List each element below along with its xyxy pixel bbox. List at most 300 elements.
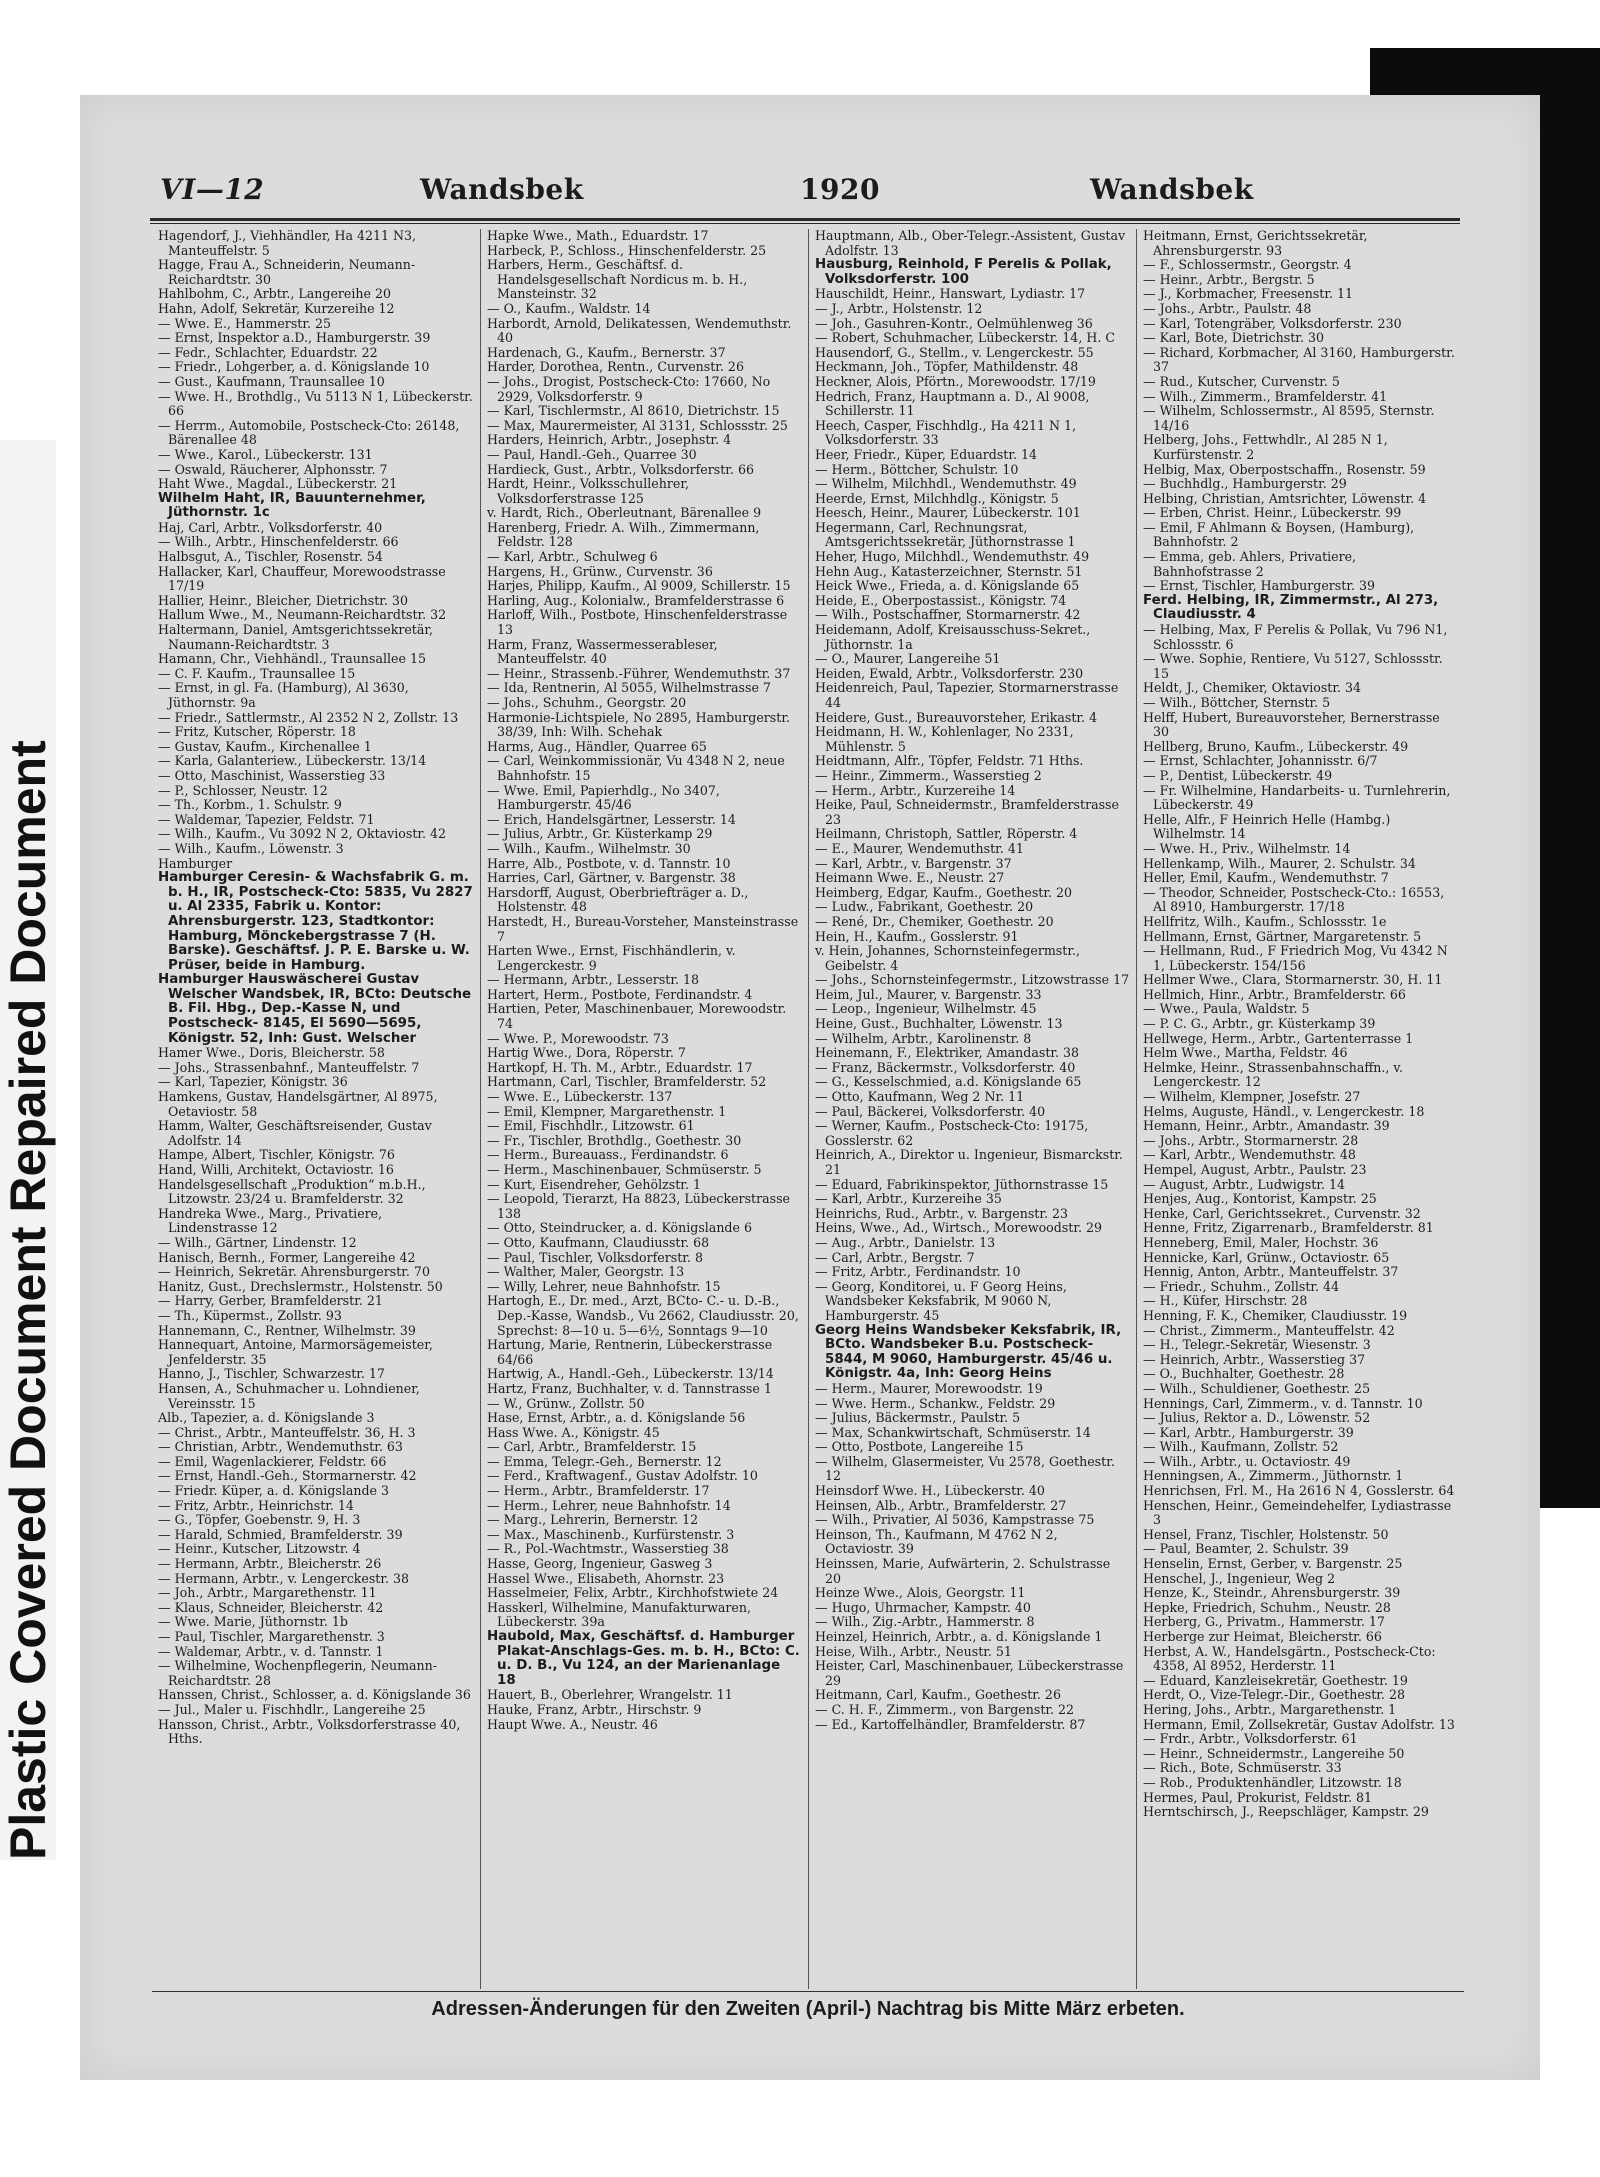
directory-entry: — Georg, Konditorei, u. F Georg Heins, Wandsbeker Keksfabrik, M 9060 N, Hamburgerstr. 45 — [815, 1278, 1067, 1323]
directory-entry: — Frdr., Arbtr., Volksdorferstr. 61 — [1143, 1731, 1358, 1747]
header-rule — [150, 218, 1460, 221]
directory-entry: — Ferd., Kraftwagenf., Gustav Adolfstr. 10 — [487, 1468, 758, 1484]
directory-entry: — Otto, Postbote, Langereihe 15 — [815, 1439, 1024, 1455]
directory-entry: Heick Wwe., Frieda, a. d. Königslande 65 — [815, 578, 1080, 594]
directory-entry: Hauert, B., Oberlehrer, Wrangelstr. 11 — [487, 1687, 733, 1703]
directory-entry: Harder, Dorothea, Rentn., Curvenstr. 26 — [487, 359, 744, 375]
directory-entry: Heckmann, Joh., Töpfer, Mathildenstr. 48 — [815, 359, 1079, 375]
directory-columns — [152, 229, 1464, 1989]
directory-entry: Hand, Willi, Architekt, Octaviostr. 16 — [158, 1162, 394, 1177]
directory-entry: Henschel, J., Ingenieur, Weg 2 — [1143, 1570, 1336, 1586]
directory-entry: — Th., Küpermst., Zollstr. 93 — [158, 1307, 342, 1323]
directory-entry: Helbig, Max, Oberpostschaffn., Rosenstr. 59 — [1143, 461, 1426, 477]
directory-entry: Hassel Wwe., Elisabeth, Ahornstr. 23 — [487, 1570, 725, 1586]
directory-entry: Hennings, Carl, Zimmerm., v. d. Tannstr. 10 — [1143, 1395, 1423, 1411]
directory-entry: — Friedr., Lohgerber, a. d. Königslande 10 — [158, 359, 430, 375]
directory-entry: — Christ., Zimmerm., Manteuffelstr. 42 — [1143, 1322, 1395, 1338]
directory-entry: — Heinrich, Sekretär. Ahrensburgerstr. 70 — [158, 1264, 430, 1280]
directory-entry: Hellwege, Herm., Arbtr., Gartenterrasse 1 — [1143, 1030, 1414, 1046]
directory-entry: — Herm., Arbtr., Kurzereihe 14 — [815, 782, 1016, 798]
column-1 — [152, 229, 480, 1989]
directory-entry: Halbsgut, A., Tischler, Rosenstr. 54 — [158, 549, 383, 565]
directory-entry: Hensel, Franz, Tischler, Holstenstr. 50 — [1143, 1526, 1389, 1542]
directory-entry: Heller, Emil, Kaufm., Wendemuthstr. 7 — [1143, 870, 1389, 886]
directory-entry: Hartz, Franz, Buchhalter, v. d. Tannstrasse 1 — [487, 1380, 772, 1396]
column-2 — [480, 229, 808, 1989]
directory-entry: — Otto, Steindrucker, a. d. Königslande 6 — [487, 1220, 752, 1236]
directory-entry: — Wwe. E., Lübeckerstr. 137 — [487, 1089, 673, 1105]
directory-entry: — Herm., Maurer, Morewoodstr. 19 — [815, 1380, 1043, 1396]
directory-entry: Harenberg, Friedr. A. Wilh., Zimmermann, Feldstr. 128 — [487, 519, 760, 550]
directory-entry: — Herrm., Automobile, Postscheck-Cto: 26148, Bärenallee 48 — [158, 417, 460, 448]
directory-entry: Hedrich, Franz, Hauptmann a. D., Al 9008, Schillerstr. 11 — [815, 388, 1090, 419]
directory-entry: — Oswald, Räucherer, Alphonsstr. 7 — [158, 461, 388, 477]
directory-entry: Heitmann, Carl, Kaufm., Goethestr. 26 — [815, 1687, 1061, 1703]
directory-entry: — Wilh., Kaufm., Vu 3092 N 2, Oktaviostr. 42 — [158, 826, 447, 842]
directory-entry: — Harald, Schmied, Bramfelderstr. 39 — [158, 1526, 403, 1542]
directory-entry: — Otto, Kaufmann, Weg 2 Nr. 11 — [815, 1089, 1025, 1105]
directory-entry: Haht Wwe., Magdal., Lübeckerstr. 21 — [158, 476, 398, 492]
directory-entry: Heidmann, H. W., Kohlenlager, No 2331, Mühlenstr. 5 — [815, 724, 1074, 754]
directory-entry: — Wwe. E., Hammerstr. 25 — [158, 315, 332, 331]
directory-entry: — Robert, Schuhmacher, Lübeckerstr. 14, H. C — [815, 330, 1115, 346]
directory-entry: — Wilh., Kaufm., Wilhelmstr. 30 — [487, 840, 691, 856]
directory-entry: — Emil, Wagenlackierer, Feldstr. 66 — [158, 1453, 387, 1469]
directory-entry: — Julius, Rektor a. D., Löwenstr. 52 — [1143, 1410, 1371, 1426]
directory-entry: Georg Heins Wandsbeker Keksfabrik, IR, BCto. Wandsbeker B.u. Postscheck- 5844, M 9060, Hamburgerstr. 45/46 u. Königstr. 4a, Inh: Georg Heins — [815, 1322, 1122, 1382]
directory-entry: Herberg, G., Privatm., Hammerstr. 17 — [1143, 1614, 1385, 1630]
directory-entry: — Wwe. H., Brothdlg., Vu 5113 N 1, Lübeckerstr. 66 — [158, 388, 473, 419]
directory-entry: Heinson, Th., Kaufmann, M 4762 N 2, Octaviostr. 39 — [815, 1526, 1058, 1557]
directory-entry: v. Hardt, Rich., Oberleutnant, Bärenallee 9 — [487, 505, 762, 521]
directory-entry: — Walther, Maler, Georgstr. 13 — [487, 1264, 685, 1280]
directory-entry: — Fr., Tischler, Brothdlg., Goethestr. 30 — [487, 1132, 742, 1148]
directory-entry: — Wilh., Schuldiener, Goethestr. 25 — [1143, 1380, 1371, 1396]
directory-entry: — Hermann, Arbtr., Lesserstr. 18 — [487, 972, 700, 988]
directory-entry: Hagge, Frau A., Schneiderin, Neumann-Reichardtstr. 30 — [158, 257, 416, 287]
directory-entry: Hardt, Heinr., Volksschullehrer, Volksdorferstrasse 125 — [487, 476, 689, 506]
directory-entry: Hallum Wwe., M., Neumann-Reichardtstr. 32 — [158, 607, 447, 623]
directory-entry: — Herm., Maschinenbauer, Schmüserstr. 5 — [487, 1162, 762, 1177]
directory-entry: Hargens, H., Grünw., Curvenstr. 36 — [487, 563, 713, 579]
directory-entry: Harling, Aug., Kolonialw., Bramfelderstrasse 6 — [487, 592, 785, 608]
directory-entry: — Ernst, Schlachter, Johannisstr. 6/7 — [1143, 753, 1378, 769]
directory-entry: Heimberg, Edgar, Kaufm., Goethestr. 20 — [815, 884, 1073, 900]
directory-entry: Heitmann, Ernst, Gerichtssekretär, Ahrensburgerstr. 93 — [1143, 229, 1368, 258]
directory-entry: Hamburger Hauswäscherei Gustav Welscher Wandsbek, IR, BCto: Deutsche B. Fil. Hbg., Dep.-Kasse N, und Postscheck- 8145, El 5690—5695, Königstr. 52, Inh: Gust. Welscher — [158, 972, 472, 1046]
directory-entry: Hauke, Franz, Arbtr., Hirschstr. 9 — [487, 1701, 702, 1717]
directory-entry: — Fritz, Arbtr., Ferdinandstr. 10 — [815, 1264, 1021, 1280]
directory-entry: Handelsgesellschaft „Produktion“ m.b.H., Litzowstr. 23/24 u. Bramfelderstr. 32 — [158, 1176, 426, 1207]
directory-entry: Hamburger — [158, 855, 233, 871]
directory-entry: — Hermann, Arbtr., Bleicherstr. 26 — [158, 1556, 382, 1572]
directory-entry: Hanitz, Gust., Drechslermstr., Holstenstr. 50 — [158, 1278, 443, 1294]
directory-entry: Hellenkamp, Wilh., Maurer, 2. Schulstr. 34 — [1143, 855, 1416, 871]
directory-entry: — Joh., Arbtr., Margarethenstr. 11 — [158, 1585, 377, 1601]
directory-entry: Harloff, Wilh., Postbote, Hinschenfelderstrasse 13 — [487, 607, 788, 638]
directory-entry: — Karl, Arbtr., Kurzereihe 35 — [815, 1191, 1002, 1207]
directory-entry: — Herm., Bureauass., Ferdinandstr. 6 — [487, 1147, 729, 1163]
directory-entry: — Th., Korbm., 1. Schulstr. 9 — [158, 797, 342, 813]
directory-entry: Hahn, Adolf, Sekretär, Kurzereihe 12 — [158, 300, 395, 316]
directory-entry: — Wilh., Kaufmann, Zollstr. 52 — [1143, 1439, 1339, 1455]
directory-entry: Heinzel, Heinrich, Arbtr., a. d. Königslande 1 — [815, 1629, 1103, 1644]
directory-entry: v. Hein, Johannes, Schornsteinfegermstr., Geibelstr. 4 — [815, 943, 1080, 973]
directory-entry: Hellberg, Bruno, Kaufm., Lübeckerstr. 49 — [1143, 738, 1409, 754]
directory-entry: Heech, Casper, Fischhdlg., Ha 4211 N 1, Volksdorferstr. 33 — [815, 417, 1077, 448]
directory-entry: — Ernst, Inspektor a.D., Hamburgerstr. 39 — [158, 330, 431, 346]
directory-entry: — Johs., Strassenbahnf., Manteuffelstr. 7 — [158, 1059, 420, 1075]
directory-entry: Heesch, Heinr., Maurer, Lübeckerstr. 101 — [815, 505, 1081, 521]
directory-entry: — Heinr., Kutscher, Litzowstr. 4 — [158, 1541, 361, 1557]
directory-entry: — Richard, Korbmacher, Al 3160, Hamburgerstr. 37 — [1143, 344, 1455, 375]
directory-entry: — Wilh., Postschaffner, Stormarnerstr. 42 — [815, 607, 1081, 623]
directory-entry: — Franz, Bäckermstr., Volksdorferstr. 40 — [815, 1059, 1076, 1075]
directory-entry: — Jul., Maler u. Fischhdlr., Langereihe 25 — [158, 1701, 426, 1717]
directory-entry: Henneberg, Emil, Maler, Hochstr. 36 — [1143, 1234, 1379, 1250]
directory-entry: — Carl, Weinkommissionär, Vu 4348 N 2, neue Bahnhofstr. 15 — [487, 753, 785, 783]
directory-entry: Hapke Wwe., Math., Eduardstr. 17 — [487, 229, 709, 243]
directory-entry: Hartmann, Carl, Tischler, Bramfelderstr. 52 — [487, 1074, 767, 1090]
directory-entry: — Rob., Produktenhändler, Litzowstr. 18 — [1143, 1774, 1402, 1790]
directory-entry: Haltermann, Daniel, Amtsgerichtssekretär, Naumann-Reichardtstr. 3 — [158, 622, 434, 652]
directory-entry: — Emma, Telegr.-Geh., Bernerstr. 12 — [487, 1453, 722, 1469]
directory-entry: — E., Maurer, Wendemuthstr. 41 — [815, 840, 1024, 856]
directory-entry: Hartig Wwe., Dora, Röperstr. 7 — [487, 1045, 686, 1061]
directory-entry: Ferd. Helbing, IR, Zimmermstr., Al 273, Claudiusstr. 4 — [1143, 592, 1439, 623]
directory-entry: Hallacker, Karl, Chauffeur, Morewoodstrasse 17/19 — [158, 563, 446, 594]
directory-entry: Hamburger Ceresin- & Wachsfabrik G. m. b. H., IR, Postscheck-Cto: 5835, Vu 2827 u. Al 2335, Fabrik u. Kontor: Ahrensburgerstr. 123, Stadtkontor: Hamburg, Mönckebergstrasse 7 (H. Barske). Geschäftsf. J. P. E. Barske u. W. Prüser, beide in Hamburg. — [158, 870, 473, 973]
directory-entry: Hagendorf, J., Viehhändler, Ha 4211 N3, Manteuffelstr. 5 — [158, 229, 417, 258]
directory-entry: — J., Korbmacher, Freesenstr. 11 — [1143, 286, 1354, 302]
directory-entry: Herdt, O., Vize-Telegr.-Dir., Goethestr. 28 — [1143, 1687, 1405, 1703]
directory-entry: Hamm, Walter, Geschäftsreisender, Gustav Adolfstr. 14 — [158, 1118, 432, 1148]
column-3 — [808, 229, 1136, 1989]
directory-entry: — Johs., Arbtr., Stormarnerstr. 28 — [1143, 1132, 1359, 1148]
directory-entry: Heilmann, Christoph, Sattler, Röperstr. 4 — [815, 826, 1078, 842]
header-rule-thin — [150, 223, 1460, 224]
directory-entry: Heinze Wwe., Alois, Georgstr. 11 — [815, 1585, 1026, 1601]
directory-entry: — Friedr. Küper, a. d. Königslande 3 — [158, 1483, 390, 1499]
directory-entry: Henningsen, A., Zimmerm., Jüthornstr. 1 — [1143, 1468, 1404, 1484]
directory-entry: Hanisch, Bernh., Former, Langereihe 42 — [158, 1249, 416, 1265]
directory-entry: — Wwe. H., Priv., Wilhelmstr. 14 — [1143, 840, 1351, 856]
directory-entry: — Julius, Arbtr., Gr. Küsterkamp 29 — [487, 826, 713, 842]
directory-entry: Hanssen, Christ., Schlosser, a. d. Königslande 36 — [158, 1687, 471, 1703]
directory-entry: Hase, Ernst, Arbtr., a. d. Königslande 56 — [487, 1410, 746, 1426]
directory-entry: — W., Grünw., Zollstr. 50 — [487, 1395, 645, 1411]
directory-entry: Heiden, Ewald, Arbtr., Volksdorferstr. 230 — [815, 665, 1084, 681]
directory-entry: Harmonie-Lichtspiele, No 2895, Hamburgerstr. 38/39, Inh: Wilh. Schehak — [487, 709, 790, 740]
directory-entry: — Karl, Arbtr., Wendemuthstr. 48 — [1143, 1147, 1356, 1163]
directory-entry: — Paul, Beamter, 2. Schulstr. 39 — [1143, 1541, 1349, 1557]
directory-entry: Heckner, Alois, Pförtn., Morewoodstr. 17/19 — [815, 373, 1096, 389]
directory-entry: — P., Dentist, Lübeckerstr. 49 — [1143, 767, 1333, 783]
directory-entry: — Wwe. Marie, Jüthornstr. 1b — [158, 1614, 348, 1630]
directory-entry: — Marg., Lehrerin, Bernerstr. 12 — [487, 1512, 699, 1528]
directory-entry: — H., Küfer, Hirschstr. 28 — [1143, 1293, 1308, 1309]
directory-entry: Heidenreich, Paul, Tapezier, Stormarnerstrasse 44 — [815, 680, 1119, 710]
directory-entry: Hasselmeier, Felix, Arbtr., Kirchhofstwiete 24 — [487, 1585, 779, 1601]
directory-entry: Hempel, August, Arbtr., Paulstr. 23 — [1143, 1162, 1367, 1177]
directory-entry: — Ernst, Handl.-Geh., Stormarnerstr. 42 — [158, 1468, 417, 1484]
directory-entry: — Rud., Kutscher, Curvenstr. 5 — [1143, 373, 1340, 389]
directory-entry: — Wilhelm, Schlossermstr., Al 8595, Sternstr. 14/16 — [1143, 403, 1435, 433]
directory-entry: — Wwe. Emil, Papierhdlg., No 3407, Hamburgerstr. 45/46 — [487, 782, 720, 813]
directory-entry: Henjes, Aug., Kontorist, Kampstr. 25 — [1143, 1191, 1377, 1207]
footer-notice: Adressen-Änderungen für den Zweiten (April-) Nachtrag bis Mitte März erbeten. — [431, 1998, 1185, 2020]
directory-entry: — Fedr., Schlachter, Eduardstr. 22 — [158, 344, 378, 360]
directory-entry: Hartien, Peter, Maschinenbauer, Morewoodstr. 74 — [487, 1001, 787, 1032]
directory-entry: — Emil, Fischhdlr., Litzowstr. 61 — [487, 1118, 695, 1134]
directory-entry: Hardenach, G., Kaufm., Bernerstr. 37 — [487, 344, 726, 360]
directory-entry: Heise, Wilh., Arbtr., Neustr. 51 — [815, 1643, 1012, 1659]
directory-entry: Hellmich, Hinr., Arbtr., Bramfelderstr. 66 — [1143, 986, 1406, 1002]
directory-entry: Hallier, Heinr., Bleicher, Dietrichstr. 30 — [158, 592, 408, 608]
directory-entry: — Karla, Galanteriew., Lübeckerstr. 13/14 — [158, 753, 427, 769]
directory-entry: — Werner, Kaufm., Postscheck-Cto: 19175, Gosslerstr. 62 — [815, 1118, 1089, 1148]
directory-entry: — Joh., Gasuhren-Kontr., Oelmühlenweg 36 — [815, 315, 1093, 331]
directory-entry: — O., Maurer, Langereihe 51 — [815, 651, 1001, 667]
directory-entry: Helmke, Heinr., Strassenbahnschaffn., v. Lengerckestr. 12 — [1143, 1059, 1404, 1090]
directory-entry: — Carl, Arbtr., Bergstr. 7 — [815, 1249, 975, 1265]
directory-entry: — Wwe. P., Morewoodstr. 73 — [487, 1030, 669, 1046]
directory-entry: — Johs., Schornsteinfegermstr., Litzowstrasse 17 — [815, 972, 1130, 988]
directory-entry: — C. H. F., Zimmerm., von Bargenstr. 22 — [815, 1701, 1075, 1717]
directory-entry: — Willy, Lehrer, neue Bahnhofstr. 15 — [487, 1278, 721, 1294]
directory-entry: Hass Wwe. A., Königstr. 45 — [487, 1424, 660, 1440]
directory-entry: — Wwe. Herm., Schankw., Feldstr. 29 — [815, 1395, 1056, 1411]
directory-entry: — Karl, Arbtr., Hamburgerstr. 39 — [1143, 1424, 1354, 1440]
directory-entry: Heimann Wwe. E., Neustr. 27 — [815, 870, 1005, 886]
directory-entry: — Karl, Arbtr., Schulweg 6 — [487, 549, 658, 565]
directory-entry: Hartert, Herm., Postbote, Ferdinandstr. 4 — [487, 986, 753, 1002]
directory-entry: — Otto, Maschinist, Wasserstieg 33 — [158, 767, 386, 783]
directory-entry: Hartogh, E., Dr. med., Arzt, BCto- C.- u. D.-B., Dep.-Kasse, Wandsb., Vu 2662, Claudiusstr. 20, Sprechst: 8—10 u. 5—6½, Sonntags 9—10 — [487, 1293, 799, 1338]
directory-entry: Hein, H., Kaufm., Gosslerstr. 91 — [815, 928, 1019, 944]
directory-entry: Hausendorf, G., Stellm., v. Lengerckestr. 55 — [815, 344, 1094, 360]
directory-entry: Heidtmann, Alfr., Töpfer, Feldstr. 71 Hths. — [815, 753, 1084, 769]
directory-entry: — R., Pol.-Wachtmstr., Wasserstieg 38 — [487, 1541, 729, 1557]
directory-entry: Harsdorff, August, Oberbriefträger a. D., Holstenstr. 48 — [487, 884, 749, 915]
directory-entry: Herberge zur Heimat, Bleicherstr. 66 — [1143, 1629, 1382, 1644]
directory-entry: — F., Schlossermstr., Georgstr. 4 — [1143, 257, 1352, 273]
directory-entry: — Ludw., Fabrikant, Goethestr. 20 — [815, 899, 1034, 915]
directory-entry: Heidere, Gust., Bureauvorsteher, Erikastr. 4 — [815, 709, 1098, 725]
directory-entry: — Paul, Handl.-Geh., Quarree 30 — [487, 446, 697, 462]
directory-entry: Harjes, Philipp, Kaufm., Al 9009, Schillerstr. 15 — [487, 578, 791, 594]
directory-entry: Hanno, J., Tischler, Schwarzestr. 17 — [158, 1366, 385, 1382]
directory-entry: Harders, Heinrich, Arbtr., Josephstr. 4 — [487, 432, 732, 448]
directory-entry: Harms, Aug., Händler, Quarree 65 — [487, 738, 707, 754]
directory-entry: Hellfritz, Wilh., Kaufm., Schlossstr. 1e — [1143, 913, 1387, 929]
directory-entry: Heine, Gust., Buchhalter, Löwenstr. 13 — [815, 1016, 1063, 1032]
directory-entry: — P. C. G., Arbtr., gr. Küsterkamp 39 — [1143, 1016, 1376, 1032]
directory-entry: — Fr. Wilhelmine, Handarbeits- u. Turnlehrerin, Lübeckerstr. 49 — [1143, 782, 1451, 813]
directory-entry: Heide, E., Oberpostassist., Königstr. 74 — [815, 592, 1067, 608]
directory-entry: — O., Kaufm., Waldstr. 14 — [487, 300, 651, 316]
directory-entry: — Karl, Tischlermstr., Al 8610, Dietrichstr. 15 — [487, 403, 780, 419]
cover-label: Plastic Covered Document Repaired Document — [0, 740, 56, 1860]
directory-entry: — O., Buchhalter, Goethestr. 28 — [1143, 1366, 1345, 1382]
directory-entry: Helms, Auguste, Händl., v. Lengerckestr. 18 — [1143, 1103, 1425, 1119]
directory-entry: Heinrichs, Rud., Arbtr., v. Bargenstr. 23 — [815, 1205, 1069, 1221]
directory-entry: — Max, Maurermeister, Al 3131, Schlossstr. 25 — [487, 417, 788, 433]
page-year: 1920 — [800, 173, 880, 206]
directory-entry: — H., Telegr.-Sekretär, Wiesenstr. 3 — [1143, 1337, 1371, 1353]
directory-entry: — Karl, Bote, Dietrichstr. 30 — [1143, 330, 1324, 346]
directory-entry: Hampe, Albert, Tischler, Königstr. 76 — [158, 1147, 395, 1163]
directory-entry: Harstedt, H., Bureau-Vorsteher, Mansteinstrasse 7 — [487, 913, 799, 944]
page-header — [160, 173, 1460, 213]
directory-entry: — Wilhelmine, Wochenpflegerin, Neumann-Reichardtstr. 28 — [158, 1658, 438, 1688]
directory-entry: Hauschildt, Heinr., Hanswart, Lydiastr. 17 — [815, 286, 1086, 302]
directory-entry: — Heinr., Strassenb.-Führer, Wendemuthstr. 37 — [487, 665, 791, 681]
directory-entry: — Klaus, Schneider, Bleicherstr. 42 — [158, 1599, 384, 1615]
directory-entry: Hausburg, Reinhold, F Perelis & Pollak, Volksdorferstr. 100 — [815, 257, 1112, 287]
directory-entry: — Wilh., Zimmerm., Bramfelderstr. 41 — [1143, 388, 1388, 404]
directory-entry: — Eduard, Fabrikinspektor, Jüthornstrasse 15 — [815, 1176, 1109, 1192]
directory-entry: — P., Schlosser, Neustr. 12 — [158, 782, 328, 798]
directory-entry: Hartkopf, H. Th. M., Arbtr., Eduardstr. 17 — [487, 1059, 753, 1075]
directory-entry: — Leop., Ingenieur, Wilhelmstr. 45 — [815, 1001, 1037, 1017]
directory-entry: Heins, Wwe., Ad., Wirtsch., Morewoodstr. 29 — [815, 1220, 1103, 1236]
directory-entry: Haupt Wwe. A., Neustr. 46 — [487, 1716, 658, 1732]
directory-entry: Henselin, Ernst, Gerber, v. Bargenstr. 25 — [1143, 1556, 1403, 1572]
directory-entry: — Helbing, Max, F Perelis & Pollak, Vu 796 N1, Schlossstr. 6 — [1143, 622, 1448, 652]
directory-entry: — Wilh., Arbtr., u. Octaviostr. 49 — [1143, 1453, 1351, 1469]
directory-entry: — Kurt, Eisendreher, Gehölzstr. 1 — [487, 1176, 701, 1192]
directory-entry: Hennicke, Karl, Grünw., Octaviostr. 65 — [1143, 1249, 1390, 1265]
directory-entry: — Emil, F Ahlmann & Boysen, (Hamburg), Bahnhofstr. 2 — [1143, 519, 1415, 550]
left-running-title: Wandsbek — [420, 173, 584, 206]
directory-entry: — Heinr., Zimmerm., Wasserstieg 2 — [815, 767, 1042, 783]
directory-entry: Heinssen, Marie, Aufwärterin, 2. Schulstrasse 20 — [815, 1556, 1111, 1586]
directory-entry: Heinemann, F., Elektriker, Amandastr. 38 — [815, 1045, 1080, 1061]
directory-entry: Hartwig, A., Handl.-Geh., Lübeckerstr. 13/14 — [487, 1366, 774, 1382]
directory-entry: Harbordt, Arnold, Delikatessen, Wendemuthstr. 40 — [487, 315, 792, 346]
directory-entry: — Erben, Christ. Heinr., Lübeckerstr. 99 — [1143, 505, 1402, 521]
directory-entry: — Paul, Tischler, Volksdorferstr. 8 — [487, 1249, 703, 1265]
directory-entry: — G., Kesselschmied, a.d. Königslande 65 — [815, 1074, 1082, 1090]
directory-entry: Heim, Jul., Maurer, v. Bargenstr. 33 — [815, 986, 1042, 1002]
directory-entry: Helff, Hubert, Bureauvorsteher, Bernerstrasse 30 — [1143, 709, 1440, 740]
directory-entry: Harries, Carl, Gärtner, v. Bargenstr. 38 — [487, 870, 736, 886]
directory-entry: — Herm., Böttcher, Schulstr. 10 — [815, 461, 1019, 477]
directory-entry: Harbers, Herm., Geschäftsf. d. Handelsgesellschaft Nordicus m. b. H., Mansteinstr. 32 — [487, 257, 748, 302]
directory-entry: Hahlbohm, C., Arbtr., Langereihe 20 — [158, 286, 392, 302]
directory-entry: — Wwe. Sophie, Rentiere, Vu 5127, Schlossstr. 15 — [1143, 651, 1443, 681]
footer-rule — [152, 1991, 1464, 1992]
directory-entry: Haubold, Max, Geschäftsf. d. Hamburger Plakat-Anschlags-Ges. m. b. H., BCto: C. u. D. B., Vu 124, an der Marienanlage 18 — [487, 1629, 800, 1688]
directory-entry: — Friedr., Schuhm., Zollstr. 44 — [1143, 1278, 1340, 1294]
directory-entry: — Wilh., Zig.-Arbtr., Hammerstr. 8 — [815, 1614, 1035, 1630]
directory-entry: — Karl, Tapezier, Königstr. 36 — [158, 1074, 348, 1090]
directory-entry: Henschen, Heinr., Gemeindehelfer, Lydiastrasse 3 — [1143, 1497, 1452, 1528]
directory-entry: — Heinr., Schneidermstr., Langereihe 50 — [1143, 1745, 1405, 1761]
directory-entry: Heidemann, Adolf, Kreisausschuss-Sekret., Jüthornstr. 1a — [815, 622, 1091, 652]
directory-entry: Alb., Tapezier, a. d. Königslande 3 — [158, 1410, 375, 1426]
directory-entry: Harten Wwe., Ernst, Fischhändlerin, v. Lengerckestr. 9 — [487, 943, 736, 973]
directory-entry: — Wilhelm, Glasermeister, Vu 2578, Goethestr. 12 — [815, 1453, 1115, 1484]
directory-entry: — Wilh., Böttcher, Sternstr. 5 — [1143, 695, 1331, 710]
directory-entry: — Buchhdlg., Hamburgerstr. 29 — [1143, 476, 1347, 492]
directory-entry: — J., Arbtr., Holstenstr. 12 — [815, 300, 983, 316]
directory-entry: Heinsen, Alb., Arbtr., Bramfelderstr. 27 — [815, 1497, 1067, 1513]
directory-entry: — Gustav, Kaufm., Kirchenallee 1 — [158, 738, 372, 754]
directory-entry: — Max., Maschinenb., Kurfürstenstr. 3 — [487, 1526, 735, 1542]
directory-entry: Helm Wwe., Martha, Feldstr. 46 — [1143, 1045, 1348, 1061]
directory-entry: — August, Arbtr., Ludwigstr. 14 — [1143, 1176, 1345, 1192]
directory-entry: Helberg, Johs., Fettwhdlr., Al 285 N 1, Kurfürstenstr. 2 — [1143, 432, 1388, 462]
directory-entry: Hellmer Wwe., Clara, Stormarnerstr. 30, H. 11 — [1143, 972, 1443, 988]
directory-entry: Hamann, Chr., Viehhändl., Traunsallee 15 — [158, 651, 426, 667]
directory-entry: — Theodor, Schneider, Postscheck-Cto.: 16553, Al 8910, Hamburgerstr. 17/18 — [1143, 884, 1445, 915]
directory-entry: Hering, Johs., Arbtr., Margarethenstr. 1 — [1143, 1701, 1397, 1717]
directory-entry: — Paul, Tischler, Margarethenstr. 3 — [158, 1629, 385, 1644]
directory-entry: — Karl, Arbtr., v. Bargenstr. 37 — [815, 855, 1012, 871]
directory-entry: Herntschirsch, J., Reepschläger, Kampstr. 29 — [1143, 1804, 1429, 1820]
directory-entry: Hemann, Heinr., Arbtr., Amandastr. 39 — [1143, 1118, 1390, 1134]
directory-entry: Harbeck, P., Schloss., Hinschenfelderstr. 25 — [487, 242, 767, 258]
directory-entry: Heldt, J., Chemiker, Oktaviostr. 34 — [1143, 680, 1362, 696]
directory-entry: Hegermann, Carl, Rechnungsrat, Amtsgerichtssekretär, Jüthornstrasse 1 — [815, 519, 1076, 550]
directory-entry: Hennig, Anton, Arbtr., Manteuffelstr. 37 — [1143, 1264, 1399, 1280]
directory-entry: Harm, Franz, Wassermesserableser, Manteuffelstr. 40 — [487, 636, 718, 667]
directory-entry: Hansen, A., Schuhmacher u. Lohndiener, Vereinsstr. 15 — [158, 1380, 420, 1411]
directory-entry: — Waldemar, Tapezier, Feldstr. 71 — [158, 811, 375, 827]
directory-entry: — Ed., Kartoffelhändler, Bramfelderstr. 87 — [815, 1716, 1086, 1732]
directory-entry: Hasskerl, Wilhelmine, Manufakturwaren, Lübeckerstr. 39a — [487, 1599, 751, 1630]
directory-entry: Hamkens, Gustav, Handelsgärtner, Al 8975, Oetaviostr. 58 — [158, 1089, 438, 1119]
directory-entry: Henke, Carl, Gerichtssekret., Curvenstr. 32 — [1143, 1205, 1421, 1221]
directory-entry: — Eduard, Kanzleisekretär, Goethestr. 19 — [1143, 1672, 1408, 1688]
directory-entry: — Fritz, Arbtr., Heinrichstr. 14 — [158, 1497, 354, 1513]
directory-entry: — Heinr., Arbtr., Bergstr. 5 — [1143, 271, 1315, 287]
scan-shadow-right — [1540, 48, 1600, 1508]
directory-entry: — Erich, Handelsgärtner, Lesserstr. 14 — [487, 811, 736, 827]
directory-entry: Helbing, Christian, Amtsrichter, Löwenstr. 4 — [1143, 490, 1427, 506]
directory-entry: — Otto, Kaufmann, Claudiusstr. 68 — [487, 1234, 710, 1250]
directory-entry: — Wilh., Arbtr., Hinschenfelderstr. 66 — [158, 534, 399, 550]
directory-entry: — Fritz, Kutscher, Röperstr. 18 — [158, 724, 356, 740]
directory-entry: Wilhelm Haht, IR, Bauunternehmer, Jüthornstr. 1c — [158, 490, 426, 521]
directory-entry: Hardieck, Gust., Arbtr., Volksdorferstr. 66 — [487, 461, 754, 477]
directory-entry: — C. F. Kaufm., Traunsallee 15 — [158, 665, 356, 681]
directory-entry: Hauptmann, Alb., Ober-Telegr.-Assistent, Gustav Adolfstr. 13 — [815, 229, 1126, 258]
directory-entry: — Heinrich, Arbtr., Wasserstieg 37 — [1143, 1351, 1366, 1367]
directory-entry: Hannemann, C., Rentner, Wilhelmstr. 39 — [158, 1322, 416, 1338]
directory-entry: — Carl, Arbtr., Bramfelderstr. 15 — [487, 1439, 697, 1455]
directory-entry: — Johs., Schuhm., Georgstr. 20 — [487, 695, 687, 710]
directory-entry: — Ernst, Tischler, Hamburgerstr. 39 — [1143, 578, 1375, 594]
directory-entry: Heinsdorf Wwe. H., Lübeckerstr. 40 — [815, 1483, 1045, 1499]
directory-entry: — Karl, Totengräber, Volksdorferstr. 230 — [1143, 315, 1402, 331]
directory-entry: — Herm., Arbtr., Bramfelderstr. 17 — [487, 1483, 710, 1499]
directory-entry: — Gust., Kaufmann, Traunsallee 10 — [158, 373, 385, 389]
directory-entry: — Hellmann, Rud., F Friedrich Mog, Vu 4342 N 1, Lübeckerstr. 154/156 — [1143, 943, 1448, 973]
directory-entry: Haj, Carl, Arbtr., Volksdorferstr. 40 — [158, 519, 383, 535]
directory-page — [80, 95, 1540, 2080]
directory-entry: — Wwe., Paula, Waldstr. 5 — [1143, 1001, 1310, 1017]
directory-entry: — Ernst, in gl. Fa. (Hamburg), Al 3630, Jüthornstr. 9a — [158, 680, 409, 710]
directory-entry: Heer, Friedr., Küper, Eduardstr. 14 — [815, 446, 1038, 462]
directory-entry: Heike, Paul, Schneidermstr., Bramfelderstrasse 23 — [815, 797, 1119, 827]
directory-entry: — Paul, Bäckerei, Volksdorferstr. 40 — [815, 1103, 1046, 1119]
directory-entry: — Friedr., Sattlermstr., Al 2352 N 2, Zollstr. 13 — [158, 709, 459, 725]
directory-entry: Harre, Alb., Postbote, v. d. Tannstr. 10 — [487, 855, 731, 871]
directory-entry: — Emil, Klempner, Margarethenstr. 1 — [487, 1103, 727, 1119]
